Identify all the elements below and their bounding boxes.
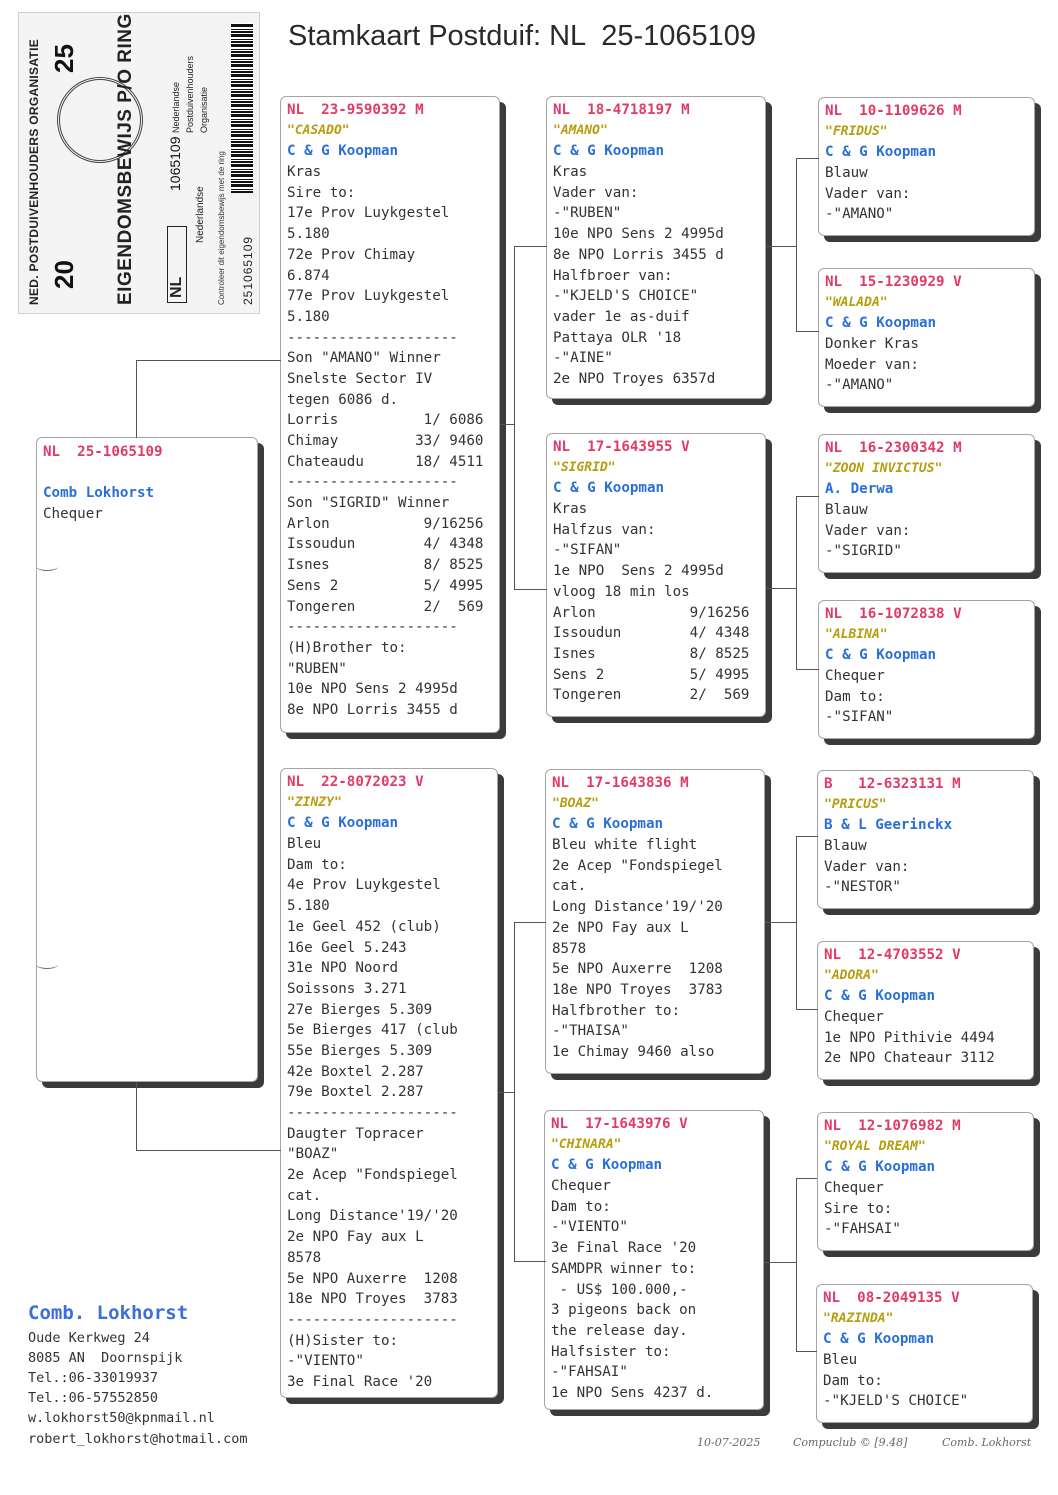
pedigree-info-line: vader 1e as-duif (553, 308, 690, 325)
pedigree-info-line: Long Distance'19/'20 (552, 899, 723, 916)
certificate-country: NL (167, 226, 187, 303)
ring-certificate (18, 12, 260, 314)
pigeon-ring-header: NL 12-4703552 V (824, 947, 961, 963)
pedigree-info-line: Sire to: (824, 1200, 893, 1217)
pedigree-info-line: Arlon 9/16256 (553, 604, 750, 621)
connector-line (796, 496, 819, 670)
pedigree-info-line: 17e Prov Luykgestel (287, 205, 450, 222)
pigeon-ring-header: NL 12-1076982 M (824, 1118, 961, 1134)
breeder-name: C & G Koopman (551, 1157, 663, 1174)
spacer (43, 463, 253, 484)
pedigree-info-line: - US$ 100.000,- (551, 1281, 688, 1298)
pedigree-info-line: Chateaudu 18/ 4511 (287, 453, 484, 470)
pigeon-name: "ZOON INVICTUS" (825, 460, 943, 476)
pigeon-name: "RAZINDA" (823, 1310, 894, 1326)
npo-line: Organisatie (199, 86, 209, 133)
pedigree-info-line: -"THAISA" (552, 1023, 629, 1040)
pedigree-info-line: Sens 2 5/ 4995 (287, 577, 484, 594)
pigeon-name: "FRIDUS" (825, 123, 888, 139)
pedigree-info-line: 2e NPO Fay aux L (552, 919, 689, 936)
pedigree-info-line: 1e Chimay 9460 also (552, 1043, 715, 1060)
pedigree-info-line: "RUBEN" (287, 660, 347, 677)
pedigree-info-line: Isnes 8/ 8525 (553, 645, 750, 662)
breeder-name: C & G Koopman (553, 143, 665, 160)
pedigree-info-line: 31e NPO Noord (287, 960, 399, 977)
pedigree-info-line: 1e Geel 452 (club) (287, 918, 441, 935)
owner-phone-2: Tel.:06-57552850 (28, 1390, 159, 1406)
pedigree-card-sdd (818, 600, 1035, 739)
pedigree-info-line: -"RUBEN" (553, 205, 622, 222)
pedigree-info-line: Chequer (824, 1180, 884, 1197)
pedigree-info-line: -"VIENTO" (551, 1219, 628, 1236)
certificate-ring-number: 1065109 (167, 136, 183, 191)
pigeon-name: "ZINZY" (287, 794, 342, 810)
pigeon-ring-header: B 12-6323131 M (824, 776, 961, 792)
pedigree-info-line: 79e Boxtel 2.287 (287, 1084, 424, 1101)
breeder-name: C & G Koopman (825, 315, 937, 332)
pedigree-info-line: 8e NPO Lorris 3455 d (553, 246, 724, 263)
pedigree-info-line: -------------------- (287, 619, 458, 636)
pedigree-info-line: cat. (287, 1187, 322, 1204)
pedigree-info-line: 8578 (552, 940, 587, 957)
pedigree-info-line: Dam to: (823, 1372, 883, 1389)
pigeon-name: "ROYAL DREAM" (824, 1138, 926, 1154)
pedigree-info-line: Issoudun 4/ 4348 (553, 625, 750, 642)
pedigree-card-dam (280, 768, 498, 1398)
pedigree-info-line: Blauw (825, 165, 868, 182)
pedigree-info-line: 27e Bierges 5.309 (287, 1001, 433, 1018)
pedigree-info-line: Vader van: (825, 522, 911, 539)
pedigree-info-line: Tongeren 2/ 569 (287, 598, 484, 615)
pedigree-info-line: 42e Boxtel 2.287 (287, 1063, 424, 1080)
pedigree-info-line: -"VIENTO" (287, 1353, 364, 1370)
pedigree-info-line: 5.180 (287, 226, 330, 243)
pedigree-info-line: tegen 6086 d. (287, 391, 399, 408)
pedigree-info-line: Snelste Sector IV (287, 370, 433, 387)
pedigree-info-line: -------------------- (287, 474, 458, 491)
pedigree-info-line: vloog 18 min los (553, 583, 690, 600)
pedigree-info-line: 18e NPO Troyes 3783 (552, 981, 723, 998)
pedigree-info-line: 16e Geel 5.243 (287, 939, 407, 956)
decorative-curl (36, 960, 58, 969)
pedigree-info-line: Vader van: (553, 184, 639, 201)
connector-line (765, 922, 796, 923)
pedigree-card-dds (817, 1112, 1034, 1251)
breeder-name: B & L Geerinckx (824, 817, 953, 834)
pedigree-info-line: -"FAHSAI" (551, 1364, 628, 1381)
pedigree-card-dam-dam (544, 1110, 764, 1410)
npo-line: Postduivenhouders (185, 55, 195, 133)
pigeon-ring-header: NL 18-4718197 M (553, 102, 690, 118)
pedigree-info-line: Kras (287, 164, 322, 181)
pedigree-info-line: 4e Prov Luykgestel (287, 877, 441, 894)
pigeon-ring-header: NL 23-9590392 M (287, 102, 424, 118)
pigeon-ring-header: NL 15-1230929 V (825, 274, 962, 290)
pedigree-info-line: 2e NPO Fay aux L (287, 1229, 424, 1246)
pedigree-card-sire (280, 96, 500, 733)
pedigree-info-line: the release day. (551, 1322, 688, 1339)
pigeon-ring-header: NL 08-2049135 V (823, 1290, 960, 1306)
pedigree-info-line: 5.180 (287, 898, 330, 915)
pedigree-info-line: 1e NPO Sens 2 4995d (553, 563, 724, 580)
pedigree-info-line: 72e Prov Chimay (287, 246, 416, 263)
pedigree-info-line: Halfbroer van: (553, 267, 673, 284)
pedigree-info-line: Donker Kras (825, 336, 919, 353)
certificate-year-right: 25 (49, 44, 79, 73)
pigeon-name: "CHINARA" (551, 1136, 622, 1152)
pigeon-name: "PRICUS" (824, 796, 887, 812)
pedigree-info-line: 2e NPO Troyes 6357d (553, 370, 716, 387)
breeder-name: C & G Koopman (287, 815, 399, 832)
pigeon-ring-header: NL 16-2300342 M (825, 440, 962, 456)
connector-line (136, 1082, 281, 1151)
pedigree-info-line: SAMDPR winner to: (551, 1260, 697, 1277)
connector-line (764, 1262, 796, 1263)
certificate-title: EIGENDOMSBEWIJS P/O RING (115, 13, 136, 305)
pigeon-name: "ADORA" (824, 967, 879, 983)
pedigree-info-line: -------------------- (287, 1105, 458, 1121)
owner-name: Comb. Lokhorst (28, 1302, 189, 1324)
pigeon-ring-header: NL 17-1643836 M (552, 775, 689, 791)
decorative-curl (36, 562, 58, 571)
pedigree-info-line: 2e Acep "Fondspiegel (552, 857, 723, 874)
pedigree-info-line: 5e Bierges 417 (club (287, 1022, 458, 1039)
pedigree-info-line: 8578 (287, 1249, 322, 1266)
connector-line (514, 246, 547, 590)
pedigree-info-line: 2e Acep "Fondspiegel (287, 1167, 458, 1184)
pedigree-info-line: 6.874 (287, 267, 330, 284)
pedigree-info-line: "BOAZ" (287, 1146, 339, 1163)
pedigree-info-line: 8e NPO Lorris 3455 d (287, 701, 458, 718)
pedigree-info-line: -------------------- (287, 1311, 458, 1328)
barcode-icon (231, 23, 253, 193)
pedigree-info-line: Son "AMANO" Winner (287, 350, 441, 367)
connector-line (796, 158, 819, 332)
breeder-name: C & G Koopman (824, 988, 936, 1005)
main-bird-card (36, 437, 258, 1082)
pedigree-card-sss (818, 97, 1035, 236)
pedigree-card-dsd (817, 941, 1034, 1080)
pedigree-info-line: 5e NPO Auxerre 1208 (287, 1270, 458, 1287)
pedigree-info-line: Bleu (287, 836, 322, 853)
pigeon-name: "BOAZ" (552, 795, 599, 811)
pedigree-info-line: Dam to: (825, 688, 885, 705)
pedigree-info-line: -"KJELD'S CHOICE" (553, 288, 699, 305)
pedigree-info-line: -"SIFAN" (825, 709, 894, 726)
pigeon-ring-header: NL 10-1109626 M (825, 103, 962, 119)
pedigree-card-sire-dam (546, 433, 766, 717)
certificate-year-left: 20 (49, 260, 79, 289)
pigeon-name: "WALADA" (825, 294, 888, 310)
connector-line (514, 922, 546, 1262)
pigeon-name: "ALBINA" (825, 626, 888, 642)
pedigree-card-dss (817, 770, 1034, 909)
certificate-country-small: Nederlandse (195, 186, 206, 243)
certificate-barcode-number: 251065109 (241, 235, 255, 305)
pedigree-info-line: Blauw (825, 502, 868, 519)
pedigree-info-line: Long Distance'19/'20 (287, 1208, 458, 1225)
pedigree-info-line: Blauw (824, 838, 867, 855)
owner-address: Oude Kerkweg 24 (28, 1330, 150, 1346)
pedigree-card-sire-sire (546, 96, 766, 399)
connector-line (766, 246, 796, 247)
pigeon-ring-header: NL 22-8072023 V (287, 774, 424, 790)
connector-line (498, 1092, 514, 1093)
pigeon-ring-header: NL 17-1643955 V (553, 439, 690, 455)
pedigree-info-line: Chequer (551, 1178, 611, 1195)
connector-line (796, 1178, 817, 1352)
pedigree-info-line: cat. (552, 878, 587, 895)
pedigree-info-line: Tongeren 2/ 569 (553, 687, 750, 704)
pedigree-info-line: -"AMANO" (825, 206, 894, 223)
pedigree-info-line: Dam to: (287, 856, 347, 873)
pedigree-info-line: Son "SIGRID" Winner (287, 495, 450, 512)
pedigree-info-line: Issoudun 4/ 4348 (287, 536, 484, 553)
pedigree-info-line: Chequer (825, 668, 885, 685)
pigeon-ring-header: NL 16-1072838 V (825, 606, 962, 622)
pedigree-info-line: Halfsister to: (551, 1343, 671, 1360)
pedigree-info-line: 3e Final Race '20 (287, 1373, 433, 1390)
pedigree-info-line: Vader van: (825, 185, 911, 202)
footer-software: Compuclub © [9.48] (793, 1436, 908, 1449)
certificate-control-text: Controleer dit eigendomsbewijs met de ring (217, 151, 226, 305)
certificate-npo-lines (169, 56, 211, 133)
pedigree-info-line: Chimay 33/ 9460 (287, 433, 484, 449)
pedigree-info-line: 10e NPO Sens 2 4995d (553, 226, 724, 243)
pigeon-ring-header: NL 17-1643976 V (551, 1116, 688, 1132)
breeder-name: C & G Koopman (553, 480, 665, 497)
pedigree-info-line: -"AMANO" (825, 377, 894, 394)
pedigree-info-line: Soissons 3.271 (287, 980, 407, 997)
pedigree-info-line: Bleu white flight (552, 837, 698, 854)
pedigree-card-dam-sire (545, 769, 765, 1074)
breeder-name: C & G Koopman (823, 1331, 935, 1348)
pedigree-info-line: Kras (553, 164, 588, 181)
page-title: Stamkaart Postduif: NL 25-1065109 (288, 20, 757, 52)
pedigree-info-line: Lorris 1/ 6086 (287, 412, 484, 429)
pedigree-info-line: 18e NPO Troyes 3783 (287, 1291, 458, 1308)
breeder-name: A. Derwa (825, 481, 894, 498)
pedigree-info-line: Halfbrother to: (552, 1002, 681, 1019)
pedigree-info-line: Arlon 9/16256 (287, 515, 484, 532)
pedigree-info-line: -"AINE" (553, 350, 613, 367)
breeder-name: C & G Koopman (825, 647, 937, 664)
pedigree-info-line: 5.180 (287, 308, 330, 325)
connector-line (136, 360, 281, 438)
pedigree-info-line: Vader van: (824, 858, 910, 875)
pedigree-info-line: Kras (553, 501, 588, 518)
breeder-name: C & G Koopman (825, 144, 937, 161)
owner-phone-1: Tel.:06-33019937 (28, 1370, 159, 1386)
breeder-name: C & G Koopman (287, 143, 399, 160)
certificate-organisation: NED. POSTDUIVENHOUDERS ORGANISATIE (27, 38, 41, 305)
pigeon-name: "AMANO" (553, 122, 608, 138)
breeder-name: C & G Koopman (824, 1159, 936, 1176)
pedigree-info-line: Pattaya OLR '18 (553, 329, 682, 346)
pedigree-info-line: Bleu (823, 1352, 858, 1369)
pedigree-info-line: (H)Brother to: (287, 639, 407, 656)
pedigree-info-line: -"SIFAN" (553, 542, 622, 559)
pedigree-info-line: 77e Prov Luykgestel (287, 288, 450, 305)
footer-owner: Comb. Lokhorst (942, 1436, 1032, 1449)
owner-email-1: w.lokhorst50@kpnmail.nl (28, 1410, 215, 1426)
pedigree-info-line: -"SIGRID" (825, 543, 902, 560)
pedigree-info-line: -"KJELD'S CHOICE" (823, 1393, 969, 1410)
main-bird-color: Chequer (43, 506, 103, 523)
pedigree-info-line: 3e Final Race '20 (551, 1240, 697, 1257)
connector-line (500, 424, 514, 425)
pedigree-card-sds (818, 434, 1035, 573)
npo-line: Nederlandse (171, 81, 181, 133)
pedigree-info-line: (H)Sister to: (287, 1332, 399, 1349)
pedigree-info-line: -"FAHSAI" (824, 1221, 901, 1238)
main-bird-header: NL 25-1065109 (43, 444, 163, 460)
pedigree-info-line: Halfzus van: (553, 521, 656, 538)
pigeon-name: "CASADO" (287, 122, 350, 138)
main-bird-breeder: Comb Lokhorst (43, 485, 155, 502)
owner-city: 8085 AN Doornspijk (28, 1350, 183, 1366)
pedigree-info-line: 5e NPO Auxerre 1208 (552, 961, 723, 978)
connector-line (796, 836, 818, 1010)
pedigree-info-line: Daugter Topracer (287, 1125, 424, 1142)
pedigree-info-line: 3 pigeons back on (551, 1302, 697, 1319)
pedigree-info-line: 2e NPO Chateaur 3112 (824, 1050, 995, 1067)
pedigree-info-line: Sens 2 5/ 4995 (553, 666, 750, 683)
pedigree-info-line: 1e NPO Pithivie 4494 (824, 1029, 995, 1046)
pedigree-info-line: Sire to: (287, 184, 356, 201)
pedigree-info-line: Dam to: (551, 1198, 611, 1215)
pedigree-info-line: 55e Bierges 5.309 (287, 1042, 433, 1059)
owner-email-2: robert_lokhorst@hotmail.com (28, 1431, 248, 1447)
pedigree-info-line: Isnes 8/ 8525 (287, 557, 484, 574)
connector-line (766, 588, 796, 589)
pedigree-card-ssd (818, 268, 1035, 407)
pigeon-name: "SIGRID" (553, 459, 616, 475)
pedigree-info-line: -"NESTOR" (824, 879, 901, 896)
pedigree-info-line: -------------------- (287, 329, 458, 346)
breeder-name: C & G Koopman (552, 816, 664, 833)
pedigree-card-ddd (816, 1284, 1033, 1423)
pedigree-info-line: 1e NPO Sens 4237 d. (551, 1384, 714, 1401)
pedigree-info-line: Moeder van: (825, 356, 919, 373)
footer-date: 10-07-2025 (697, 1436, 761, 1449)
pedigree-info-line: 10e NPO Sens 2 4995d (287, 681, 458, 698)
pedigree-info-line: Chequer (824, 1009, 884, 1026)
